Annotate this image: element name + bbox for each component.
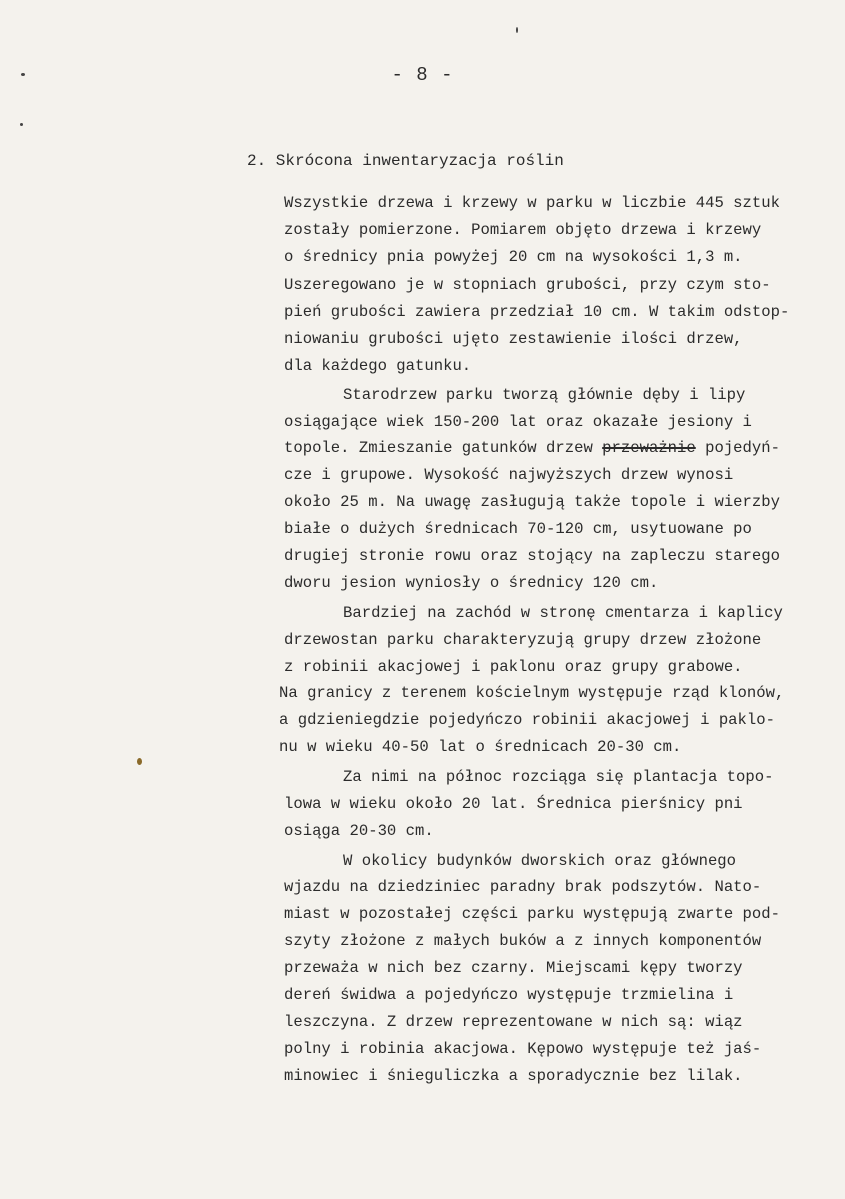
text-line: dworu jesion wyniosły o średnicy 120 cm. [284,574,659,592]
text-line: W okolicy budynków dworskich oraz głównego [343,852,737,870]
text-line-part: topole. Zmieszanie gatunków drzew [284,439,603,457]
text-line: niowaniu grubości ujęto zestawienie ilości drzew, [284,330,743,348]
text-line [284,438,780,458]
text-line: Uszeregowano je w stopniach grubości, przy czym sto- [284,276,771,294]
scan-speck [20,123,23,126]
section-heading: 2. Skrócona inwentaryzacja roślin [247,152,564,170]
text-line: białe o dużych średnicach 70-120 cm, usytuowane po [284,520,752,538]
text-line: z robinii akacjowej i paklonu oraz grupy grabowe. [284,658,743,676]
text-line: Wszystkie drzewa i krzewy w parku w liczbie 445 sztuk [284,194,780,212]
text-line: cze i grupowe. Wysokość najwyższych drzew wynosi [284,466,734,484]
scan-speck [137,758,142,765]
text-line: Starodrzew parku tworzą głównie dęby i lipy [343,386,746,404]
text-line: wjazdu na dziedziniec paradny brak podszytów. Nato- [284,878,762,896]
text-line: osiąga 20-30 cm. [284,822,434,840]
text-line: Za nimi na północ rozciąga się plantacja topo- [343,768,774,786]
text-line: polny i robinia akacjowa. Kępowo występuje też jaś- [284,1040,762,1058]
text-line: lowa w wieku około 20 lat. Średnica pierśnicy pni [284,795,743,813]
text-line: o średnicy pnia powyżej 20 cm na wysokości 1,3 m. [284,248,743,266]
text-line: drzewostan parku charakteryzują grupy drzew złożone [284,631,762,649]
struck-word: przeważnie [602,439,696,457]
text-line: dla każdego gatunku. [284,357,472,375]
page-number: - 8 - [391,64,454,86]
text-line: przeważa w nich bez czarny. Miejscami kępy tworzy [284,959,743,977]
text-line: dereń świdwa a pojedyńczo występuje trzmielina i [284,986,734,1004]
text-line: minowiec i śnieguliczka a sporadycznie bez lilak. [284,1067,743,1085]
text-line: nu w wieku 40-50 lat o średnicach 20-30 cm. [279,738,682,756]
text-line: miast w pozostałej części parku występują zwarte pod- [284,905,780,923]
scan-speck [516,27,518,33]
text-line: osiągające wiek 150-200 lat oraz okazałe jesiony i [284,413,752,431]
text-line: Bardziej na zachód w stronę cmentarza i kaplicy [343,604,783,622]
text-line: drugiej stronie rowu oraz stojący na zapleczu starego [284,547,780,565]
text-line: około 25 m. Na uwagę zasługują także topole i wierzby [284,493,780,511]
text-line: szyty złożone z małych buków a z innych komponentów [284,932,762,950]
text-line: pień grubości zawiera przedział 10 cm. W takim odstop- [284,303,790,321]
text-line: a gdzieniegdzie pojedyńczo robinii akacjowej i paklo- [279,711,775,729]
text-line: leszczyna. Z drzew reprezentowane w nich są: wiąz [284,1013,743,1031]
text-line-part: pojedyń- [695,439,780,457]
text-line: zostały pomierzone. Pomiarem objęto drzewa i krzewy [284,221,762,239]
text-line: Na granicy z terenem kościelnym występuje rząd klonów, [279,684,785,702]
